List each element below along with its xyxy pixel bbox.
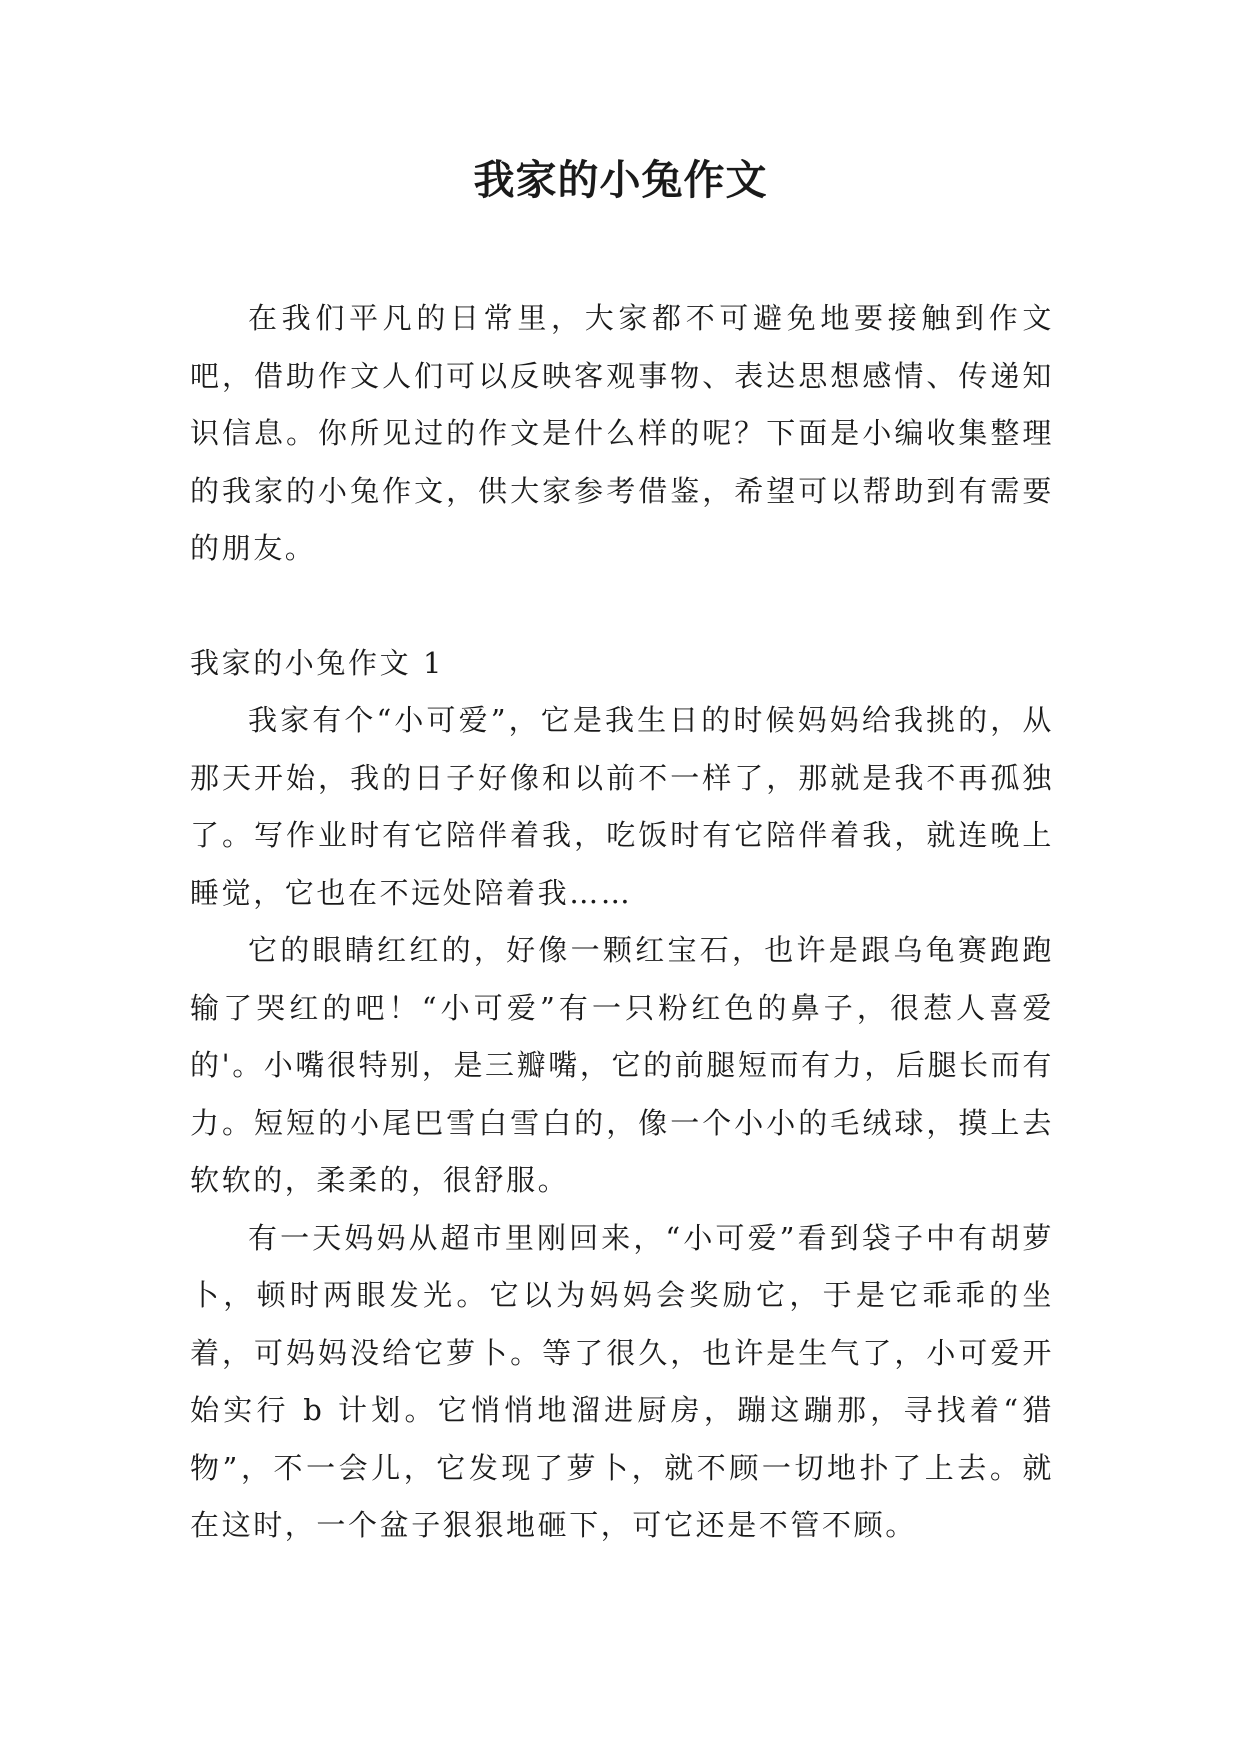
section-heading: 我家的小兔作文 1 — [190, 645, 445, 680]
intro-paragraph: 在我们平凡的日常里，大家都不可避免地要接触到作文吧，借助作文人们可以反映客观事物、表达思想感情、传递知识信息。你所见过的作文是什么样的呢？下面是小编收集整理的我家的小兔作文，供大家参考借鉴，希望可以帮助到有需要的朋友。 — [190, 301, 1054, 565]
body-paragraph-2: 它的眼睛红红的，好像一颗红宝石，也许是跟乌龟赛跑跑输了哭红的吧！“小可爱”有一只粉红色的鼻子，很惹人喜爱的'。小嘴很特别，是三瓣嘴，它的前腿短而有力，后腿长而有力。短短的小尾巴雪白雪白的，像一个小小的毛绒球，摸上去软软的，柔柔的，很舒服。 — [190, 933, 1054, 1197]
document-title: 我家的小兔作文 — [473, 156, 768, 204]
document-body — [190, 290, 1054, 1555]
body-paragraph-3: 有一天妈妈从超市里刚回来，“小可爱”看到袋子中有胡萝卜，顿时两眼发光。它以为妈妈会奖励它，于是它乖乖的坐着，可妈妈没给它萝卜。等了很久，也许是生气了，小可爱开始实行 b 计划。它悄悄地溜进厨房，蹦这蹦那，寻找着“猎物”，不一会儿，它发现了萝卜，就不顾一切地扑了上去。就在这时，一个盆子狠狠地砸下，可它还是不管不顾。 — [190, 1220, 1054, 1542]
essay-section-1 — [190, 635, 1054, 1555]
body-paragraph-1: 我家有个“小可爱”，它是我生日的时候妈妈给我挑的，从那天开始，我的日子好像和以前不一样了，那就是我不再孤独了。写作业时有它陪伴着我，吃饭时有它陪伴着我，就连晚上睡觉，它也在不远处陪着我…… — [190, 703, 1054, 910]
